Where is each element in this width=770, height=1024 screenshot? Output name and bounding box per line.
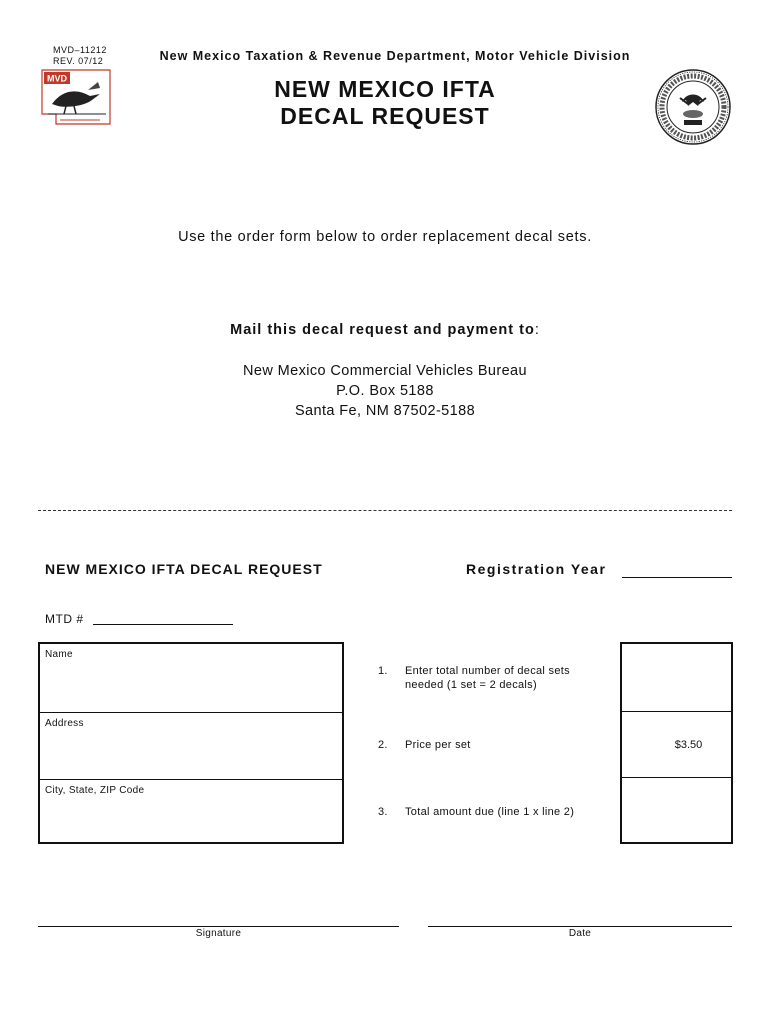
name-field[interactable] — [40, 644, 342, 712]
registration-year-field[interactable] — [622, 577, 732, 578]
form-section-title: NEW MEXICO IFTA DECAL REQUEST — [45, 561, 323, 577]
date-label: Date — [568, 928, 592, 939]
signature-line[interactable] — [38, 926, 399, 927]
name-label: Name — [45, 649, 73, 660]
item-1-text-line-2: needed (1 set = 2 decals) — [405, 679, 537, 691]
logo-text: MVD — [47, 73, 67, 84]
total-amount-field[interactable] — [622, 778, 731, 842]
date-line[interactable] — [428, 926, 732, 927]
amounts-column — [620, 642, 733, 844]
mtd-label: MTD # — [45, 612, 84, 626]
city-state-zip-field[interactable] — [40, 779, 342, 842]
form-number: MVD–11212 — [53, 45, 107, 55]
registration-year-label: Registration Year — [466, 561, 607, 577]
item-1-text — [405, 664, 570, 692]
item-3-text: Total amount due (line 1 x line 2) — [405, 806, 575, 818]
address-block — [38, 642, 344, 844]
item-2-number: 2. — [378, 739, 388, 751]
mailing-address — [0, 361, 770, 421]
mailing-heading-colon: : — [534, 322, 540, 338]
instructions-text: Use the order form below to order replacement decal sets. — [178, 229, 592, 245]
item-1-number: 1. — [378, 665, 388, 677]
signature-label: Signature — [195, 928, 242, 939]
title-line-2: DECAL REQUEST — [280, 103, 490, 129]
title-line-1: NEW MEXICO IFTA — [274, 76, 496, 102]
item-1-text-line-1: Enter total number of decal sets — [405, 665, 570, 677]
mailing-address-line-1: New Mexico Commercial Vehicles Bureau — [243, 363, 527, 379]
city-state-zip-label: City, State, ZIP Code — [45, 785, 145, 796]
item-3-number: 3. — [378, 806, 388, 818]
cut-line — [38, 510, 732, 511]
address-field[interactable] — [40, 712, 342, 779]
decal-sets-field[interactable] — [622, 644, 731, 711]
mtd-number-field[interactable] — [93, 624, 233, 625]
address-label: Address — [45, 718, 84, 729]
price-per-set-value: $3.50 — [622, 711, 731, 778]
mailing-address-line-2: P.O. Box 5188 — [336, 383, 434, 399]
department-name: New Mexico Taxation & Revenue Department, Motor Vehicle Division — [159, 49, 631, 63]
mailing-address-line-3: Santa Fe, NM 87502-5188 — [294, 403, 476, 419]
state-seal — [654, 68, 732, 146]
mailing-heading-text: Mail this decal request and payment to — [230, 322, 535, 338]
item-2-text: Price per set — [405, 739, 471, 751]
mailing-heading — [0, 322, 770, 338]
form-revision: REV. 07/12 — [53, 56, 104, 66]
